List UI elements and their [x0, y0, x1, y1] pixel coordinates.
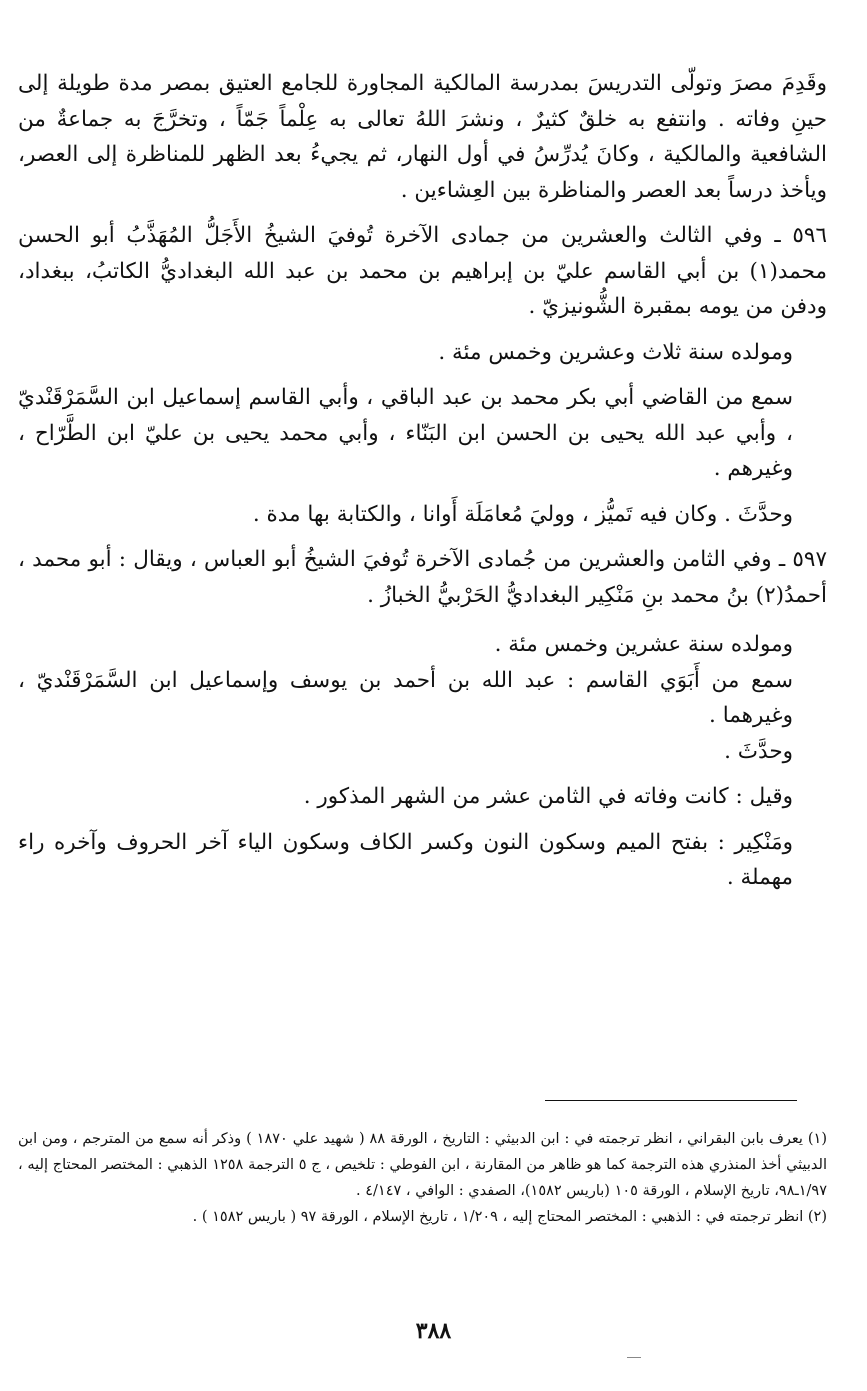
- page-mark: [627, 1357, 641, 1358]
- narration-597: وحدَّثَ .: [724, 738, 793, 764]
- page-number: ٣٨٨: [415, 1318, 452, 1344]
- footnotes: [18, 1126, 827, 1230]
- birth-596: ومولده سنة ثلاث وعشرين وخمس مئة .: [438, 339, 793, 365]
- name-spelling-note: ومَنْكِير : بفتح الميم وسكون النون وكسر الكاف وسكون الياء آخر الحروف وآخره راء مهملة .: [18, 829, 793, 890]
- narration-596: وحدَّثَ . وكان فيه تَميُّز ، ووليَ مُعامَلَة أَوانا ، والكتابة بها مدة .: [252, 501, 793, 527]
- death-note-597: وقيل : كانت وفاته في الثامن عشر من الشهر المذكور .: [303, 784, 793, 809]
- entry-597: ٥٩٧ ـ وفي الثامن والعشرين من جُمادى الآخرة تُوفيَ الشيخُ أبو العباس ، ويقال : أبو محمد ، أحمدُ(٢) بنُ محمد بنِ مَنْكِير البغداديُّ الحَرْبيُّ الخبازُ .: [18, 547, 827, 608]
- teachers-596: سمع من القاضي أبي بكر محمد بن عبد الباقي ، وأبي القاسم إسماعيل ابن السَّمَرْقَنْديّ ، وأبي عبد الله يحيى بن الحسن ابن البَنّاء ، وأبي محمد يحيى بن عليّ ابن الطَّرّاح ، وغيرهم .: [18, 385, 793, 481]
- teachers-597: سمع من أَبَوَي القاسم : عبد الله بن أحمد بن يوسف وإسماعيل ابن السَّمَرْقَنْديّ ، وغيرهما .: [18, 667, 793, 728]
- entry-596: ٥٩٦ ـ وفي الثالث والعشرين من جمادى الآخرة تُوفيَ الشيخُ الأَجَلُّ المُهَذَّبُ أبو الحسن محمد(١) بن أبي القاسم عليّ بن إبراهيم بن محمد بن عبد الله البغداديُّ الكاتبُ، ببغداد، ودفن من يومه بمقبرة الشُّونيزيّ .: [18, 223, 827, 319]
- main-text: [18, 66, 827, 896]
- footnote-divider: [545, 1100, 797, 1101]
- birth-597: ومولده سنة عشرين وخمس مئة .: [494, 632, 793, 657]
- footnote-2: (٢) انظر ترجمته في : الذهبي : المختصر المحتاج إليه ، ١/٢٠٩ ، تاريخ الإسلام ، الورقة ٩٧ ( باريس ١٥٨٢ ) .: [192, 1209, 827, 1225]
- paragraph-continuation: وقَدِمَ مصرَ وتولّى التدريسَ بمدرسة المالكية المجاورة للجامع العتيق بمصر مدة طويلة إلى حينِ وفاته . وانتفع به خلقٌ كثيرٌ ، ونشرَ اللهُ تعالى به عِلْماً جَمّاً ، وتخرَّجَ به جماعةٌ من الشافعية والمالكية ، وكانَ يُدرِّسُ في أول النهار، ثم يجيءُ بعد الظهر للمناظرة إلى العصر، ويأخذ درساً بعد العصر والمناظرة بين العِشاءين .: [18, 71, 827, 203]
- footnote-1: (١) يعرف بابن البقراني ، انظر ترجمته في : ابن الدبيثي : التاريخ ، الورقة ٨٨ ( شهيد علي ١٨٧٠ ) وذكر أنه سمع من المترجم ، ومن ابن الدبيثي أخذ المنذري هذه الترجمة كما هو ظاهر من المقارنة ، ابن الفوطي : تلخيص ، ج ٥ الترجمة ١٢٥٨ الذهبي : المختصر المحتاج إليه ، ١/٩٧ـ٩٨، تاريخ الإسلام ، الورقة ١٠٥ (باريس ١٥٨٢)، الصفدي : الوافي ، ٤/١٤٧ .: [18, 1131, 827, 1199]
